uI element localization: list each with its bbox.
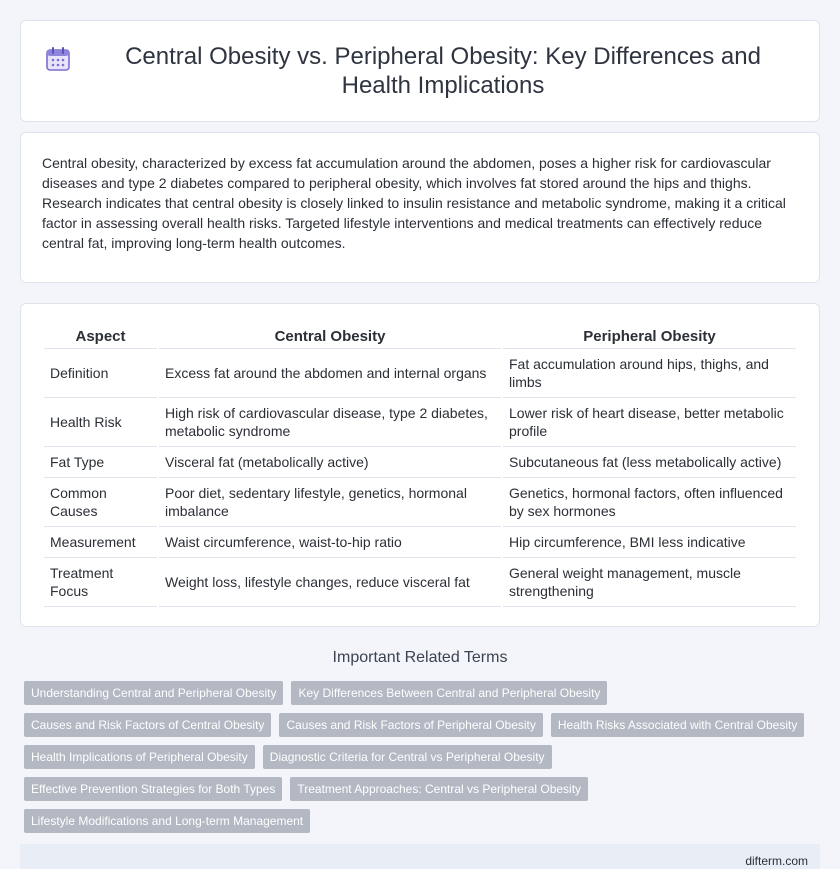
cell-central: Poor diet, sedentary lifestyle, genetics, hormonal imbalance <box>159 478 501 527</box>
cell-central: Excess fat around the abdomen and internal organs <box>159 349 501 398</box>
related-term-tag[interactable]: Causes and Risk Factors of Peripheral Obesity <box>279 713 542 737</box>
intro-text: Central obesity, characterized by excess fat accumulation around the abdomen, poses a higher risk for cardiovascular diseases and type 2 diabetes compared to peripheral obesity, which involves fat stored around the hips and thighs. Research indicates that central obesity is closely linked to insulin resistance and metabolic syndrome, making it a critical factor in assessing overall health risks. Targeted lifestyle interventions and medical treatments can effectively reduce central fat, improving long-term health outcomes. <box>42 155 786 251</box>
cell-central: Weight loss, lifestyle changes, reduce visceral fat <box>159 558 501 607</box>
cell-central: High risk of cardiovascular disease, type 2 diabetes, metabolic syndrome <box>159 398 501 447</box>
cell-aspect: Definition <box>44 349 157 398</box>
table-row <box>44 398 796 447</box>
cell-peripheral: Hip circumference, BMI less indicative <box>503 527 796 558</box>
calendar-icon <box>45 46 71 72</box>
site-link[interactable]: difterm.com <box>745 853 808 868</box>
cell-aspect: Measurement <box>44 527 157 558</box>
header-central-obesity: Central Obesity <box>159 320 501 349</box>
cell-aspect: Fat Type <box>44 447 157 478</box>
related-terms-section <box>20 649 820 841</box>
cell-peripheral: Genetics, hormonal factors, often influenced by sex hormones <box>503 478 796 527</box>
cell-peripheral: Fat accumulation around hips, thighs, and limbs <box>503 349 796 398</box>
related-term-tag[interactable]: Treatment Approaches: Central vs Peripheral Obesity <box>290 777 588 801</box>
table-row <box>44 558 796 607</box>
related-terms-title: Important Related Terms <box>332 649 508 666</box>
header-peripheral-obesity: Peripheral Obesity <box>503 320 796 349</box>
related-term-tag[interactable]: Understanding Central and Peripheral Obesity <box>24 681 283 705</box>
related-term-tag[interactable]: Lifestyle Modifications and Long-term Management <box>24 809 310 833</box>
cell-aspect: Health Risk <box>44 398 157 447</box>
cell-peripheral: Subcutaneous fat (less metabolically active) <box>503 447 796 478</box>
comparison-table <box>42 320 798 607</box>
table-row <box>44 478 796 527</box>
cell-central: Waist circumference, waist-to-hip ratio <box>159 527 501 558</box>
header-aspect: Aspect <box>44 320 157 349</box>
header-card <box>20 20 820 122</box>
related-term-tag[interactable]: Effective Prevention Strategies for Both Types <box>24 777 282 801</box>
related-term-tag[interactable]: Causes and Risk Factors of Central Obesity <box>24 713 271 737</box>
table-row <box>44 447 796 478</box>
table-row <box>44 349 796 398</box>
cell-aspect: Common Causes <box>44 478 157 527</box>
footer <box>20 844 820 869</box>
intro-card <box>20 132 820 283</box>
cell-central: Visceral fat (metabolically active) <box>159 447 501 478</box>
comparison-table-card <box>20 303 820 627</box>
related-term-tag[interactable]: Diagnostic Criteria for Central vs Peripheral Obesity <box>263 745 552 769</box>
header <box>45 42 795 100</box>
related-term-tag[interactable]: Key Differences Between Central and Peripheral Obesity <box>291 681 607 705</box>
page-title: Central Obesity vs. Peripheral Obesity: Key Differences and Health Implications <box>125 43 761 99</box>
cell-aspect: Treatment Focus <box>44 558 157 607</box>
related-terms-list <box>20 681 820 841</box>
cell-peripheral: Lower risk of heart disease, better metabolic profile <box>503 398 796 447</box>
related-term-tag[interactable]: Health Risks Associated with Central Obesity <box>551 713 804 737</box>
table-row <box>44 527 796 558</box>
cell-peripheral: General weight management, muscle strengthening <box>503 558 796 607</box>
related-term-tag[interactable]: Health Implications of Peripheral Obesity <box>24 745 255 769</box>
table-header-row <box>44 320 796 349</box>
